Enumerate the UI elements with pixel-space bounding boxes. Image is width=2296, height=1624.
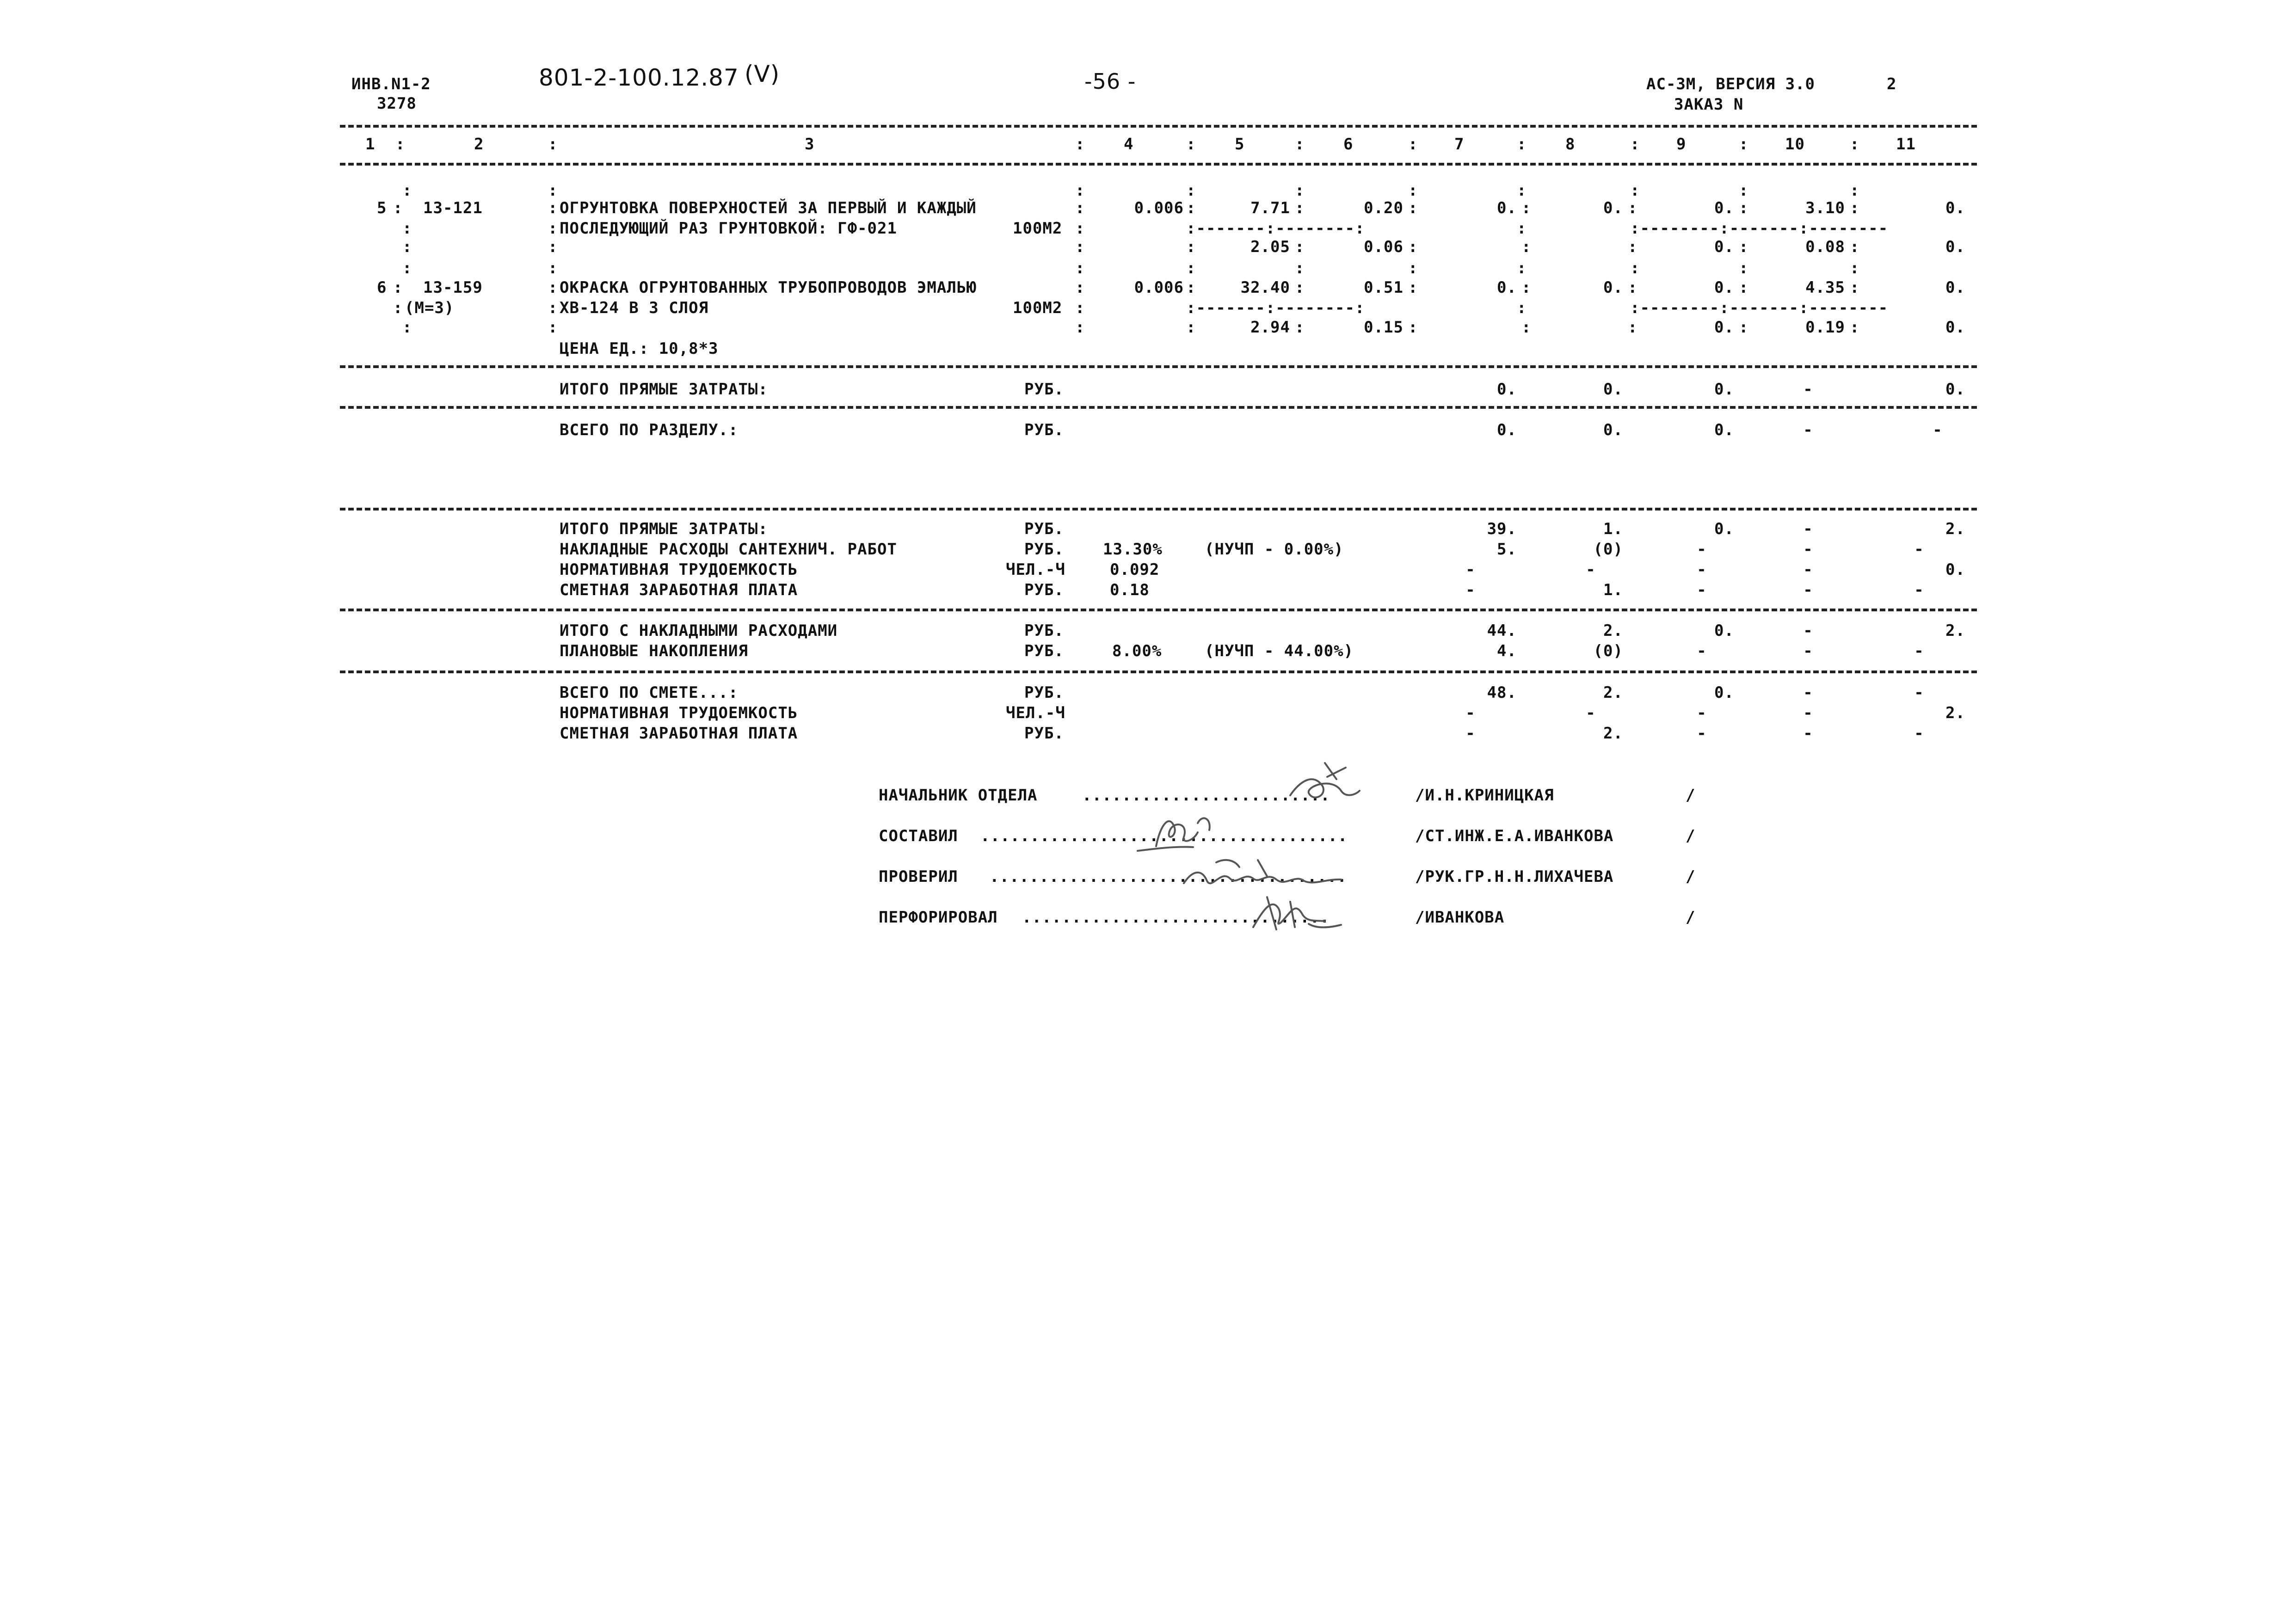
page-number: -56 - <box>1084 69 1136 94</box>
row-unit: ЧЕЛ.-Ч <box>1006 704 1065 722</box>
cell-value: - <box>1803 380 1813 399</box>
handwritten-signature <box>1281 758 1364 809</box>
cell-value: 0. <box>1497 199 1517 217</box>
cell-value: 0. <box>1945 380 1965 399</box>
row-description: ПОСЛЕДУЮЩИЙ РАЗ ГРУНТОВКОЙ: ГФ-021 <box>560 219 897 238</box>
document-code: 801-2-100.12.87 <box>539 64 739 91</box>
cell-value: - <box>1914 581 1924 599</box>
cell-value: 0. <box>1945 238 1965 256</box>
cell-value: 0. <box>1497 380 1517 399</box>
cell-value: 5. <box>1497 540 1517 559</box>
cell-value: 0. <box>1714 318 1734 337</box>
row-unit: РУБ. <box>1024 421 1064 439</box>
row-label: СМЕТНАЯ ЗАРАБОТНАЯ ПЛАТА <box>560 724 798 743</box>
row-rate: 8.00% <box>1112 642 1162 660</box>
row-label: НОРМАТИВНАЯ ТРУДОЕМКОСТЬ <box>560 704 798 722</box>
cell-value: - <box>1914 724 1924 743</box>
cell-value: - <box>1697 704 1707 722</box>
cell-value: 0. <box>1603 278 1623 297</box>
handwritten-signature <box>1239 888 1350 939</box>
cell-value: 0. <box>1603 421 1623 439</box>
cell-value: 2. <box>1603 621 1623 640</box>
row-description: ХВ-124 В 3 СЛОЯ <box>560 299 709 317</box>
column-number: 8 <box>1565 135 1576 154</box>
cell-value: 32.40 <box>1240 278 1290 297</box>
price-note: ЦЕНА ЕД.: 10,8*3 <box>560 339 719 358</box>
signature-end-mark: / <box>1686 867 1696 886</box>
cell-value: - <box>1914 642 1924 660</box>
signature-end-mark: / <box>1686 908 1696 927</box>
row-unit: РУБ. <box>1024 621 1064 640</box>
cell-value: 0. <box>1714 421 1734 439</box>
cell-value: 0.08 <box>1805 238 1845 256</box>
cell-value: - <box>1697 560 1707 579</box>
cell-value: 0.20 <box>1364 199 1403 217</box>
row-quantity: 0.006 <box>1134 199 1184 217</box>
cell-value: 44. <box>1487 621 1517 640</box>
order-label: ЗАКАЗ N <box>1674 95 1744 114</box>
row-label: ИТОГО ПРЯМЫЕ ЗАТРАТЫ: <box>560 520 768 538</box>
cell-value: 2.94 <box>1250 318 1290 337</box>
divider <box>340 365 1977 368</box>
column-number: 4 <box>1124 135 1134 154</box>
row-label: СМЕТНАЯ ЗАРАБОТНАЯ ПЛАТА <box>560 581 798 599</box>
cell-value: 2.05 <box>1250 238 1290 256</box>
column-number: 1 <box>365 135 375 154</box>
cell-value: - <box>1465 581 1476 599</box>
column-number: 3 <box>805 135 815 154</box>
cell-value: 0. <box>1945 278 1965 297</box>
signatory-role: СОСТАВИЛ <box>879 827 958 845</box>
cell-value: 2. <box>1945 621 1965 640</box>
row-unit: РУБ. <box>1024 642 1064 660</box>
cell-value: 0. <box>1714 238 1734 256</box>
cell-value: - <box>1803 642 1813 660</box>
signatory-name: /И.Н.КРИНИЦКАЯ <box>1415 786 1554 805</box>
cell-value: 0. <box>1497 421 1517 439</box>
row-number: 6 <box>377 278 387 297</box>
signatory-name: /СТ.ИНЖ.Е.А.ИВАНКОВА <box>1415 827 1614 845</box>
row-unit: РУБ. <box>1024 520 1064 538</box>
cell-value: 0. <box>1714 380 1734 399</box>
row-label: ВСЕГО ПО РАЗДЕЛУ.: <box>560 421 739 439</box>
row-unit: ЧЕЛ.-Ч <box>1006 560 1065 579</box>
divider <box>340 406 1977 409</box>
column-number: 5 <box>1235 135 1245 154</box>
cell-value: 48. <box>1487 683 1517 702</box>
cell-value: (0) <box>1593 540 1623 559</box>
cell-value: - <box>1803 621 1813 640</box>
row-label: ИТОГО С НАКЛАДНЫМИ РАСХОДАМИ <box>560 621 838 640</box>
cell-value: 3.10 <box>1805 199 1845 217</box>
cell-value: - <box>1465 704 1476 722</box>
cell-value: 2. <box>1945 520 1965 538</box>
row-rate: 0.092 <box>1110 560 1160 579</box>
signature-end-mark: / <box>1686 786 1696 805</box>
cell-value: - <box>1465 724 1476 743</box>
system-version: АС-3М, ВЕРСИЯ 3.0 <box>1646 75 1815 93</box>
cell-value: - <box>1933 421 1943 439</box>
cell-value: 1. <box>1603 520 1623 538</box>
cell-value: 2. <box>1603 683 1623 702</box>
cell-value: - <box>1803 724 1813 743</box>
divider <box>340 671 1977 673</box>
cell-value: - <box>1803 421 1813 439</box>
row-unit: РУБ. <box>1024 724 1064 743</box>
cell-value: - <box>1697 581 1707 599</box>
cell-value: 0. <box>1714 621 1734 640</box>
cell-value: - <box>1803 683 1813 702</box>
row-description: ОГРУНТОВКА ПОВЕРХНОСТЕЙ ЗА ПЕРВЫЙ И КАЖДЫЙ <box>560 199 977 217</box>
signatory-role: ПЕРФОРИРОВАЛ <box>879 908 998 927</box>
cell-value: 4. <box>1497 642 1517 660</box>
signatory-role: ПРОВЕРИЛ <box>879 867 958 886</box>
column-number: 9 <box>1676 135 1687 154</box>
cell-value: 0. <box>1714 278 1734 297</box>
cell-value: - <box>1803 560 1813 579</box>
row-rate: 13.30% <box>1103 540 1163 559</box>
row-description: ОКРАСКА ОГРУНТОВАННЫХ ТРУБОПРОВОДОВ ЭМАЛЬЮ <box>560 278 977 297</box>
divider <box>340 163 1977 166</box>
cell-value: - <box>1803 520 1813 538</box>
row-label: НОРМАТИВНАЯ ТРУДОЕМКОСТЬ <box>560 560 798 579</box>
cell-value: - <box>1803 704 1813 722</box>
row-label: ПЛАНОВЫЕ НАКОПЛЕНИЯ <box>560 642 748 660</box>
cell-value: - <box>1586 560 1596 579</box>
cell-value: - <box>1803 540 1813 559</box>
signature-end-mark: / <box>1686 827 1696 845</box>
cell-value: 7.71 <box>1250 199 1290 217</box>
signatory-role: НАЧАЛЬНИК ОТДЕЛА <box>879 786 1038 805</box>
row-unit: РУБ. <box>1024 540 1064 559</box>
row-code: 13-121 <box>423 199 483 217</box>
signatory-name: /РУК.ГР.Н.Н.ЛИХАЧЕВА <box>1415 867 1614 886</box>
row-label: ВСЕГО ПО СМЕТЕ...: <box>560 683 739 702</box>
divider <box>340 508 1977 511</box>
row-unit: РУБ. <box>1024 581 1064 599</box>
cell-value: 0. <box>1945 199 1965 217</box>
cell-value: - <box>1803 581 1813 599</box>
row-code-modifier: (М=3) <box>405 299 455 317</box>
document-version: (V) <box>745 61 780 87</box>
cell-value: 2. <box>1945 704 1965 722</box>
row-note: (НУЧП - 0.00%) <box>1205 540 1344 559</box>
column-number: 10 <box>1785 135 1805 154</box>
cell-value: - <box>1697 724 1707 743</box>
cell-value: 1. <box>1603 581 1623 599</box>
cell-value: 2. <box>1603 724 1623 743</box>
row-quantity: 0.006 <box>1134 278 1184 297</box>
cell-value: (0) <box>1593 642 1623 660</box>
row-rate: 0.18 <box>1110 581 1150 599</box>
column-number: 2 <box>474 135 484 154</box>
row-unit: 100М2 <box>1013 219 1063 238</box>
cell-value: 0. <box>1603 199 1623 217</box>
divider <box>340 609 1977 611</box>
row-note: (НУЧП - 44.00%) <box>1205 642 1354 660</box>
cell-value: - <box>1697 540 1707 559</box>
row-unit: РУБ. <box>1024 380 1064 399</box>
row-label: ИТОГО ПРЯМЫЕ ЗАТРАТЫ: <box>560 380 768 399</box>
cell-value: 0. <box>1497 278 1517 297</box>
cell-value: 0. <box>1714 520 1734 538</box>
cell-value: 39. <box>1487 520 1517 538</box>
cell-value: - <box>1914 540 1924 559</box>
row-unit: РУБ. <box>1024 683 1064 702</box>
column-number: 7 <box>1454 135 1465 154</box>
cell-value: - <box>1586 704 1596 722</box>
signatory-name: /ИВАНКОВА <box>1415 908 1505 927</box>
system-copy-number: 2 <box>1887 75 1897 93</box>
cell-value: 0. <box>1714 199 1734 217</box>
cell-value: 0.19 <box>1805 318 1845 337</box>
cell-value: 0. <box>1945 318 1965 337</box>
row-number: 5 <box>377 199 387 217</box>
cell-value: 0. <box>1714 683 1734 702</box>
cell-value: 0.51 <box>1364 278 1403 297</box>
row-unit: 100М2 <box>1013 299 1063 317</box>
cell-value: - <box>1465 560 1476 579</box>
column-number: 6 <box>1343 135 1354 154</box>
cell-value: 0.15 <box>1364 318 1403 337</box>
cell-value: - <box>1697 642 1707 660</box>
divider <box>340 125 1977 128</box>
row-label: НАКЛАДНЫЕ РАСХОДЫ САНТЕХНИЧ. РАБОТ <box>560 540 897 559</box>
row-code: 13-159 <box>423 278 483 297</box>
cell-value: 0.06 <box>1364 238 1403 256</box>
cell-value: - <box>1914 683 1924 702</box>
inventory-number: 3278 <box>377 94 417 113</box>
column-number: 11 <box>1896 135 1916 154</box>
cell-value: 0. <box>1603 380 1623 399</box>
inventory-label: ИНВ.N1-2 <box>351 75 431 93</box>
cell-value: 0. <box>1945 560 1965 579</box>
cell-value: 4.35 <box>1805 278 1845 297</box>
